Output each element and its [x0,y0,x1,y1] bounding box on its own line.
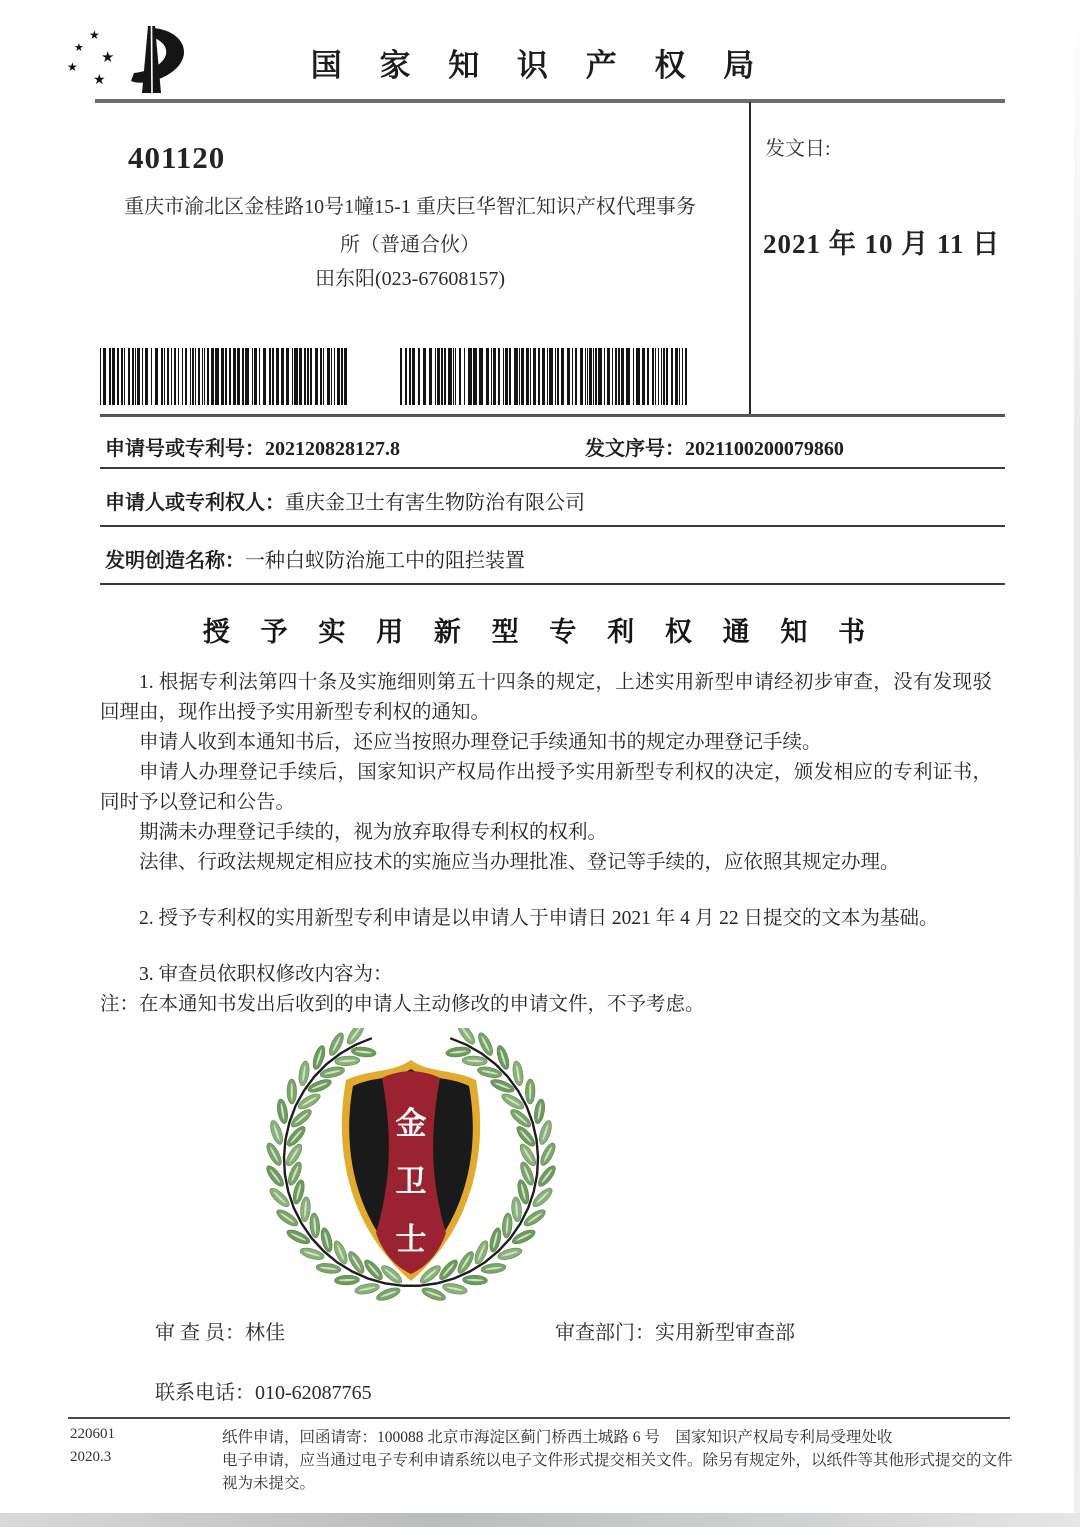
applicant-value: 重庆金卫士有害生物防治有限公司 [285,492,585,514]
invention-title-value: 一种白蚁防治施工中的阻拦装置 [245,550,525,572]
application-number-value: 202120828127.8 [265,438,400,460]
star-icon: ★ [89,28,100,42]
footer-paper-line: 纸件申请，回函请寄：100088 北京市海淀区蓟门桥西土城路 6 号 国家知识产权局专利局受理处收 [222,1429,893,1446]
phone-label: 联系电话： [155,1382,255,1404]
footer-code-top: 220601 [70,1426,115,1442]
invention-title-row [105,544,525,573]
dispatch-date-label: 发文日: [765,138,831,160]
footer-electronic-line: 电子申请，应当通过电子专利申请系统以电子文件形式提交相关文件。除另有规定外，以纸件等其他形式提交的文件视为未提交。 [222,1452,1013,1492]
applicant-row [105,486,585,515]
footer-instructions [222,1426,1022,1495]
notice-paragraph: 法律、行政法规规定相应技术的实施应当办理批准、登记等手续的，应依照其规定办理。 [139,852,900,873]
star-icon: ★ [93,73,106,88]
footer-divider [68,1417,1010,1419]
notice-paragraph: 申请人收到本通知书后，还应当按照办理登记手续通知书的规定办理登记手续。 [139,732,822,753]
emblem-char: 金 [395,1106,427,1141]
notice-paragraph: 期满未办理登记手续的，视为放弃取得专利权的权利。 [139,822,608,843]
serial-number-label: 发文序号： [585,438,685,460]
paper-edge-shadow [1074,0,1080,1527]
footer-code-bottom: 2020.3 [70,1449,112,1465]
recipient-address-line2: 所（普通合伙） [340,234,480,256]
company-emblem [250,1028,572,1324]
phone-number: 010-62087765 [255,1382,372,1404]
paper-edge-shadow [0,1513,1080,1527]
application-number-row [105,432,400,461]
divider [100,583,1005,585]
notice-paragraph: 申请人办理登记手续后，国家知识产权局作出授予实用新型专利权的决定，颁发相应的专利证书，同时予以登记和公告。 [100,762,992,813]
emblem-char: 卫 [395,1164,427,1199]
star-icon: ★ [74,42,84,54]
examiner-name: 林佳 [245,1322,285,1344]
star-icon: ★ [67,60,78,74]
invention-title-label: 发明创造名称： [105,550,245,572]
notice-title: 授 予 实 用 新 型 专 利 权 通 知 书 [202,617,878,647]
recipient-postcode: 401120 [128,140,226,175]
emblem-char: 士 [395,1222,427,1257]
department-label: 审查部门： [555,1322,655,1344]
notice-paragraph: 3. 审查员依职权修改内容为： [139,964,393,985]
notice-paragraph: 注：在本通知书发出后收到的申请人主动修改的申请文件，不予考虑。 [100,994,705,1015]
dispatch-box-divider [749,102,751,417]
recipient-contact: 田东阳(023-67608157) [315,268,505,290]
barcode [100,348,353,405]
notice-paragraph: 2. 授予专利权的实用新型专利申请是以申请人于申请日 2021 年 4 月 22 日提交的文本为基础。 [139,908,939,929]
header-divider [95,99,1005,103]
recipient-address-line1: 重庆市渝北区金桂路10号1幢15-1 重庆巨华智汇知识产权代理事务 [124,196,696,218]
applicant-label: 申请人或专利权人： [105,492,285,514]
dispatch-date-value: 2021 年 10 月 11 日 [763,229,1001,259]
page-title: 国 家 知 识 产 权 局 [310,48,770,83]
department-name: 实用新型审查部 [655,1322,795,1344]
application-number-label: 申请号或专利号： [105,438,265,460]
divider [100,467,1005,469]
examiner-row [155,1316,285,1345]
star-icon: ★ [101,50,115,66]
divider [100,525,1005,527]
shield-icon [342,1060,480,1281]
notice-body [100,668,992,1020]
barcode [400,348,691,405]
notice-paragraph: 1. 根据专利法第四十条及实施细则第五十四条的规定，上述实用新型申请经初步审查，没有发现驳回理由，现作出授予实用新型专利权的通知。 [100,672,992,723]
serial-number-value: 2021100200079860 [685,438,844,460]
department-row [555,1316,795,1345]
phone-row [155,1376,372,1405]
serial-number-row [585,432,844,461]
divider [100,414,1005,417]
examiner-label: 审 查 员： [155,1322,245,1344]
